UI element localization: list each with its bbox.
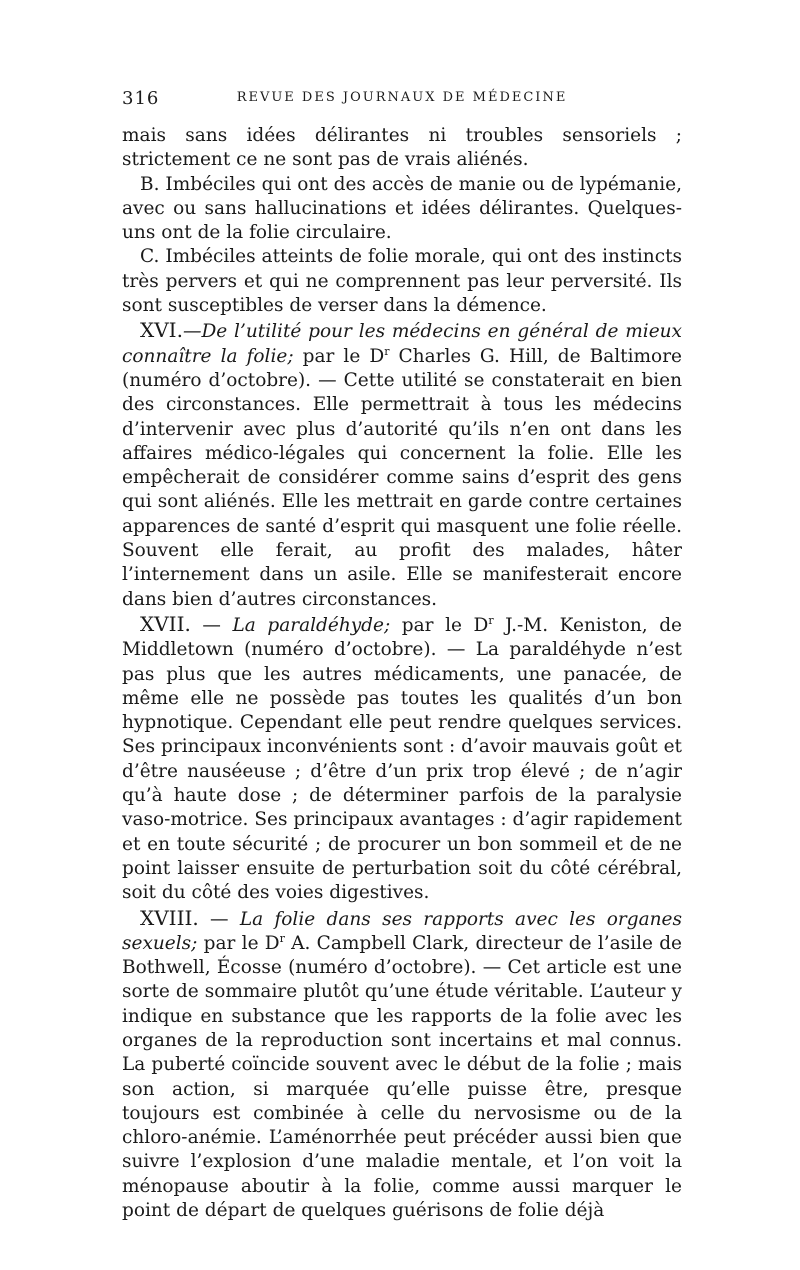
section-xviii-dash: — — [198, 908, 240, 930]
article-text — [122, 124, 682, 1223]
section-xvii-author: J.-M. Keniston, de Middletown (numéro d’octobre). — [122, 614, 682, 661]
section-xvi-title: —De l’utilité pour les médecins en général de mieux connaître la folie; — [122, 321, 682, 367]
section-xvi-author-prefix: par le D — [293, 345, 385, 367]
section-xviii-body: — Cet article est une sorte de sommaire plutôt qu’une étude véritable. L’auteur y indique en substance que les rapports de la folie avec les organes de la reproduction sont incertains et mal connus. La puberté coïncide souvent avec le début de la folie ; mais son action, si marquée qu’elle puisse être, presque toujours est combinée à celle du nervosisme ou de la chloro-anémie. L’aménorrhée peut précéder aussi bien que suivre l’explosion d’une maladie mentale, et l’on voit la ménopause aboutir à la folie, comme aussi marquer le point de départ de quelques guérisons de folie déjà — [122, 957, 682, 1222]
section-xvi-numeral: XVI. — [140, 318, 183, 343]
paragraph-b: B. Imbéciles qui ont des accès de manie ou de lypémanie, avec ou sans hallucinations et idées délirantes. Quelques-uns ont de la folie circulaire. — [122, 173, 682, 244]
section-xvi — [122, 318, 682, 612]
section-xviii-numeral: XVIII. — [140, 905, 199, 930]
section-xvi-body: — Cette utilité se constaterait en bien des circonstances. Elle permettrait à tous les médecins d’intervenir avec plus d’autorité qu’ils n’en ont dans les affaires médico-légales qui concernent la folie. Elle les empêcherait de considérer comme sains d’esprit des gens qui sont aliénés. Elle les mettrait en garde contre certaines apparences de santé d’esprit qui masquent une folie réelle. Souvent elle ferait, au profit des malades, hâter l’internement dans un asile. Elle se manifesterait encore dans bien d’autres circonstances. — [122, 369, 682, 610]
section-xvi-author-sup: r — [384, 344, 390, 358]
section-xviii-title: La folie dans ses rapports avec les organes sexuels; — [122, 908, 683, 954]
section-xvii — [122, 612, 682, 906]
section-xvii-numeral: XVII. — [140, 611, 191, 636]
section-xviii — [122, 906, 682, 1224]
page-header — [122, 88, 682, 112]
page-number: 316 — [122, 88, 160, 109]
paragraph-c: C. Imbéciles atteints de folie morale, qui ont des instincts très pervers et qui ne comprennent pas leur perversité. Ils sont susceptibles de verser dans la démence. — [122, 246, 682, 317]
section-xvii-author-sup: r — [488, 613, 494, 627]
section-xvi-author: Charles G. Hill, de Baltimore (numéro d’octobre). — [122, 345, 682, 391]
section-xvii-title: La paraldéhyde; — [232, 614, 391, 636]
section-xviii-author: A. Campbell Clark, directeur de l’asile de Bothwell, Écosse (numéro d’octobre). — [122, 932, 682, 979]
paragraph-continuation: mais sans idées délirantes ni troubles sensoriels ; strictement ce ne sont pas de vrais aliénés. — [122, 125, 682, 171]
section-xviii-author-sup: r — [279, 931, 285, 945]
running-title: REVUE DES JOURNAUX DE MÉDECINE — [236, 90, 568, 105]
section-xviii-author-prefix: par le D — [197, 932, 280, 954]
section-xvii-author-prefix: par le D — [390, 614, 489, 636]
section-xvii-dash: — — [190, 614, 233, 636]
section-xvii-body: — La paraldéhyde n’est pas plus que les autres médicaments, une panacée, de même elle ne possède pas toutes les qualités d’un bon hypnotique. Cependant elle peut rendre quelques services. Ses principaux inconvénients sont : d’avoir mauvais goût et d’être nauséeuse ; d’être d’un prix trop élevé ; de n’agir qu’à haute dose ; de déterminer parfois de la paralysie vaso-motrice. Ses principaux avantages : d’agir rapidement et en toute sécurité ; de procurer un bon sommeil et de ne point laisser ensuite de perturbation soit du côté cérébral, soit du côté des voies digestives. — [122, 639, 682, 904]
